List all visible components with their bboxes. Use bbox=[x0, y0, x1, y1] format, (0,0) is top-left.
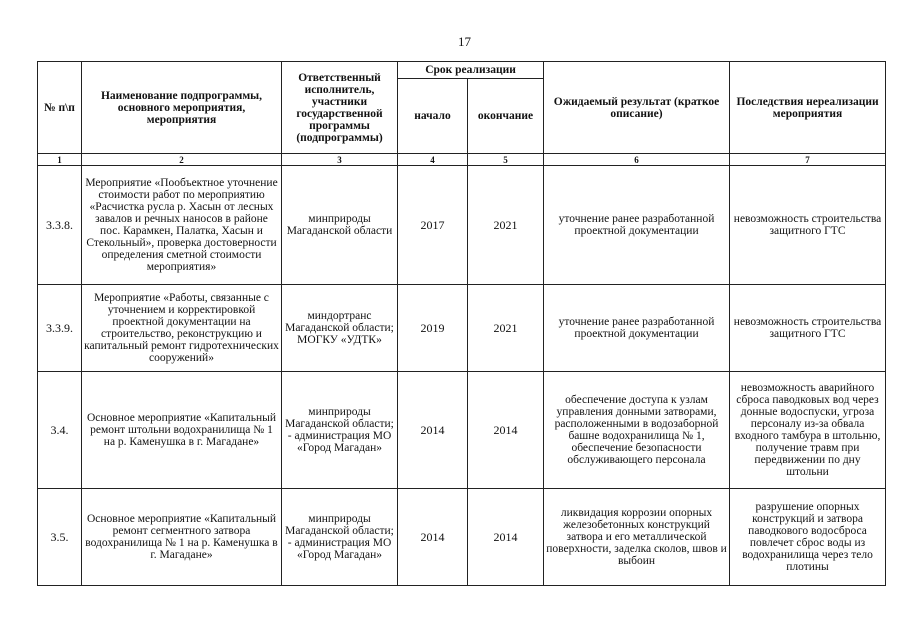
column-number: 1 bbox=[38, 154, 82, 166]
row-end: 2021 bbox=[468, 166, 544, 285]
row-result: обеспечение доступа к узлам управления донными затворами, расположенными в водозаборной башне водохранилища № 1, обеспечение безопасности обслуживающего персонала bbox=[544, 372, 730, 489]
row-result: уточнение ранее разработанной проектной документации bbox=[544, 166, 730, 285]
column-number: 2 bbox=[82, 154, 282, 166]
program-table bbox=[37, 61, 886, 586]
table-body bbox=[38, 166, 886, 586]
row-consequences: невозможность строительства защитного ГТС bbox=[730, 166, 886, 285]
table-header bbox=[38, 62, 886, 166]
row-name: Основное мероприятие «Капитальный ремонт сегментного затвора водохранилища № 1 на р. Каменушка в г. Магадане» bbox=[82, 489, 282, 586]
row-name: Мероприятие «Работы, связанные с уточнением и корректировкой проектной документации на строительство, реконструкцию и капитальный ремонт гидротехнических сооружений» bbox=[82, 285, 282, 372]
table-row bbox=[38, 489, 886, 586]
row-name: Основное мероприятие «Капитальный ремонт штольни водохранилища № 1 на р. Каменушка в г. Магадане» bbox=[82, 372, 282, 489]
row-consequences: невозможность строительства защитного ГТС bbox=[730, 285, 886, 372]
row-number: 3.4. bbox=[38, 372, 82, 489]
row-number: 3.5. bbox=[38, 489, 82, 586]
row-start: 2017 bbox=[398, 166, 468, 285]
row-executor: минприроды Магаданской области; - администрация МО «Город Магадан» bbox=[282, 489, 398, 586]
table-row bbox=[38, 166, 886, 285]
row-number: 3.3.8. bbox=[38, 166, 82, 285]
row-executor: миндортранс Магаданской области; МОГКУ «УДТК» bbox=[282, 285, 398, 372]
row-number: 3.3.9. bbox=[38, 285, 82, 372]
column-number: 6 bbox=[544, 154, 730, 166]
row-name: Мероприятие «Пообъектное уточнение стоимости работ по мероприятию «Расчистка русла р. Хасын от лесных завалов и речных наносов в районе пос. Карамкен, Палатка, Хасын и Стекольный», проверка достоверности определения сметной стоимости мероприятия» bbox=[82, 166, 282, 285]
header-executor: Ответственный исполнитель, участники государственной программы (подпрограммы) bbox=[282, 62, 398, 154]
column-number: 5 bbox=[468, 154, 544, 166]
row-result: ликвидация коррозии опорных железобетонных конструкций затвора и его металлической поверхности, заделка сколов, швов и выбоин bbox=[544, 489, 730, 586]
row-start: 2014 bbox=[398, 372, 468, 489]
header-result: Ожидаемый результат (краткое описание) bbox=[544, 62, 730, 154]
column-number: 3 bbox=[282, 154, 398, 166]
row-end: 2021 bbox=[468, 285, 544, 372]
table-row bbox=[38, 372, 886, 489]
header-period: Срок реализации bbox=[398, 62, 544, 79]
header-end: окончание bbox=[468, 79, 544, 154]
row-result: уточнение ранее разработанной проектной документации bbox=[544, 285, 730, 372]
row-executor: минприроды Магаданской области; - администрация МО «Город Магадан» bbox=[282, 372, 398, 489]
header-start: начало bbox=[398, 79, 468, 154]
page-number: 17 bbox=[458, 34, 471, 49]
row-end: 2014 bbox=[468, 372, 544, 489]
row-start: 2019 bbox=[398, 285, 468, 372]
column-number-row bbox=[38, 154, 886, 166]
row-end: 2014 bbox=[468, 489, 544, 586]
header-name: Наименование подпрограммы, основного мероприятия, мероприятия bbox=[82, 62, 282, 154]
row-consequences: невозможность аварийного сброса паводковых вод через донные водоспуски, угроза персоналу из-за обвала входного тамбура в штольню, получение травм при передвижении по дну штольни bbox=[730, 372, 886, 489]
header-num: № п\п bbox=[38, 62, 82, 154]
column-number: 7 bbox=[730, 154, 886, 166]
row-consequences: разрушение опорных конструкций и затвора паводкового водосброса повлечет сброс воды из водохранилища через тело плотины bbox=[730, 489, 886, 586]
header-consequences: Последствия нереализации мероприятия bbox=[730, 62, 886, 154]
row-executor: минприроды Магаданской области bbox=[282, 166, 398, 285]
table-row bbox=[38, 285, 886, 372]
column-number: 4 bbox=[398, 154, 468, 166]
row-start: 2014 bbox=[398, 489, 468, 586]
